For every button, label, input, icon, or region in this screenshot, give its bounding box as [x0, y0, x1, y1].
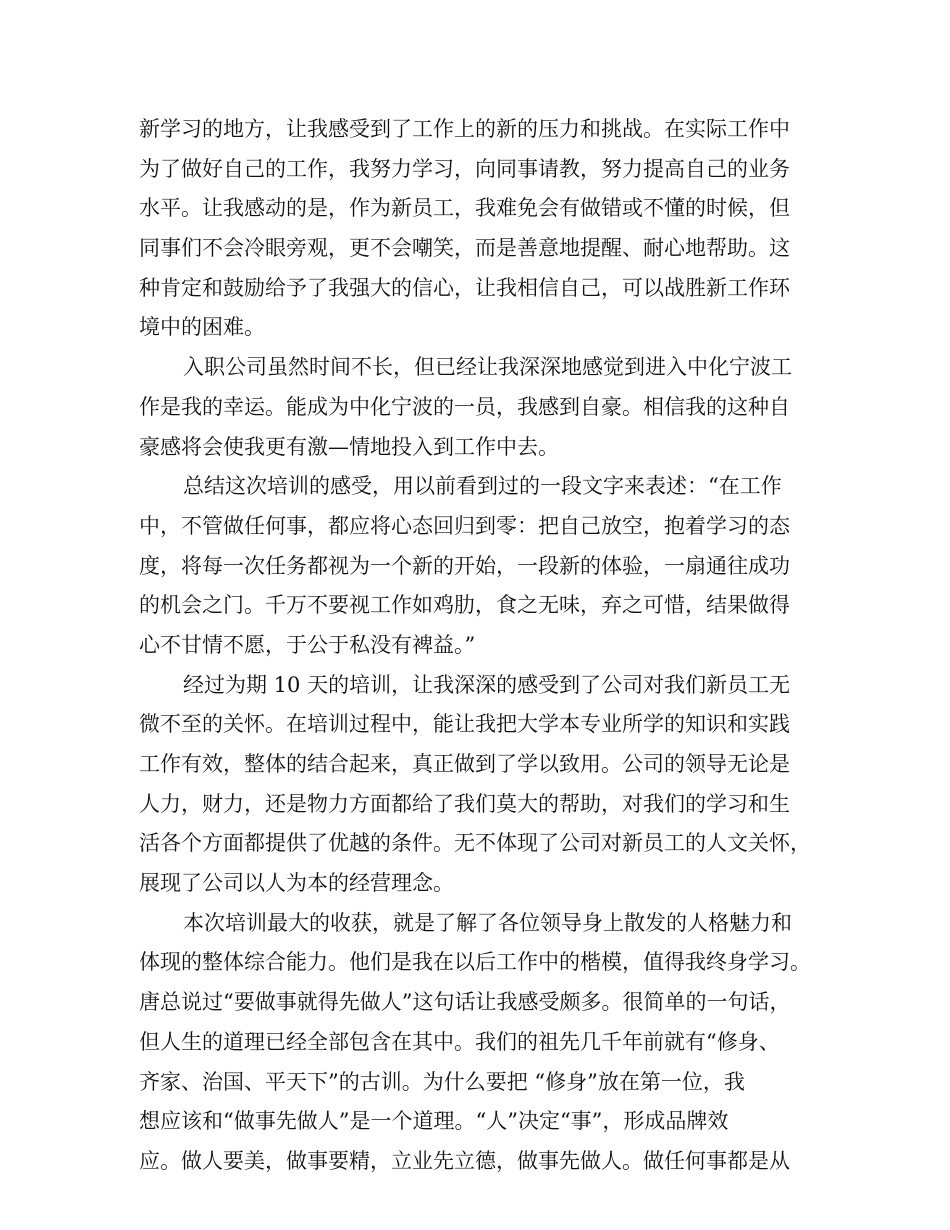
paragraph-line: 种肯定和鼓励给予了我强大的信心，让我相信自己，可以战胜新工作环: [139, 275, 790, 300]
paragraph-line: 但人生的道理已经全部包含在其中。我们的祖先几千年前就有“修身、: [139, 1029, 780, 1054]
paragraph-line: 展现了公司以人为本的经营理念。: [139, 871, 454, 896]
paragraph-2: [139, 348, 819, 467]
paragraph-line: 入职公司虽然时间不长，但已经让我深深地感觉到进入中化宁波工: [183, 355, 792, 380]
paragraph-line: 总结这次培训的感受，用以前看到过的一段文字来表述：“在工作: [183, 474, 782, 499]
paragraph-line: 想应该和“做事先做人”是一个道理。“人”决定“事”，形成品牌效: [139, 1109, 729, 1134]
paragraph-line: 心不甘情不愿，于公于私没有裨益。”: [139, 632, 476, 657]
paragraph-line: 本次培训最大的收获，就是了解了各位领导身上散发的人格魅力和: [183, 910, 792, 935]
paragraph-line: 新学习的地方，让我感受到了工作上的新的压力和挑战。在实际工作中: [139, 117, 790, 141]
paragraph-4: [139, 666, 819, 904]
paragraph-line: 应。做人要美，做事要精，立业先立德，做事先做人。做任何事都是从: [139, 1148, 790, 1173]
paragraph-line: 度，将每一次任务都视为一个新的开始，一段新的体验，一扇通往成功: [139, 553, 790, 578]
paragraph-line: 中，不管做任何事，都应将心态回归到零：把自己放空，抱着学习的态: [139, 513, 790, 538]
paragraph-line: 水平。让我感动的是，作为新员工，我难免会有做错或不懂的时候，但: [139, 196, 790, 221]
paragraph-line: 微不至的关怀。在培训过程中，能让我把大学本专业所学的知识和实践: [139, 712, 790, 737]
paragraph-line: 活各个方面都提供了优越的条件。无不体现了公司对新员工的人文关怀，: [139, 831, 811, 856]
paragraph-line: 经过为期 10 天的培训，让我深深的感受到了公司对我们新员工无: [183, 672, 791, 697]
paragraph-line: 作是我的幸运。能成为中化宁波的一员，我感到自豪。相信我的这种自: [139, 394, 790, 419]
paragraph-line: 豪感将会使我更有激—情地投入到工作中去。: [139, 434, 559, 459]
paragraph-3: [139, 467, 819, 665]
document-body: [139, 110, 819, 1182]
paragraph-line: 境中的困难。: [139, 315, 265, 340]
paragraph-line: 齐家、治国、平天下”的古训。为什么要把 “修身”放在第一位，我: [139, 1069, 745, 1094]
paragraph-5: [139, 904, 819, 1182]
paragraph-line: 体现的整体综合能力。他们是我在以后工作中的楷模，值得我终身学习。: [139, 950, 811, 975]
paragraph-1: [139, 110, 819, 348]
paragraph-line: 为了做好自己的工作，我努力学习，向同事请教，努力提高自己的业务: [139, 156, 790, 181]
paragraph-line: 唐总说过“要做事就得先做人”这句话让我感受颇多。很简单的一句话，: [139, 990, 791, 1015]
paragraph-line: 的机会之门。千万不要视工作如鸡肋，食之无味，弃之可惜，结果做得: [139, 593, 790, 618]
paragraph-line: 同事们不会冷眼旁观，更不会嘲笑，而是善意地提醒、耐心地帮助。这: [139, 236, 790, 261]
paragraph-line: 人力，财力，还是物力方面都给了我们莫大的帮助，对我们的学习和生: [139, 791, 790, 816]
paragraph-line: 工作有效，整体的结合起来，真正做到了学以致用。公司的领导无论是: [139, 752, 790, 776]
